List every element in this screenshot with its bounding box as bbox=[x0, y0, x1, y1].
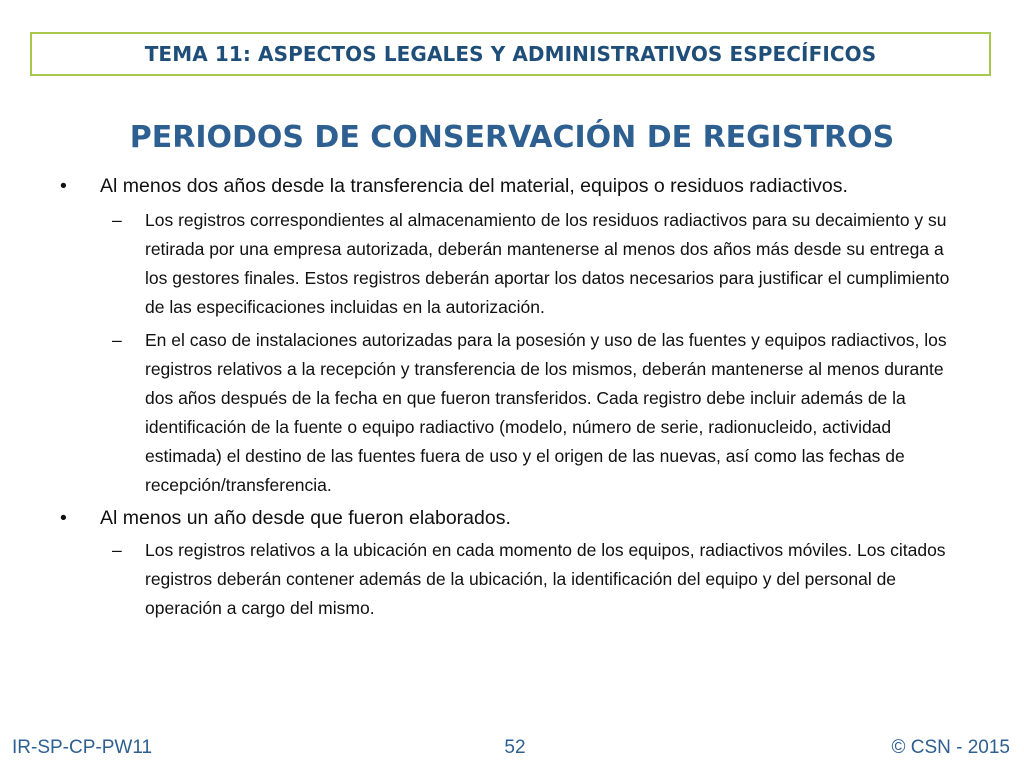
footer-copyright: © CSN - 2015 bbox=[891, 737, 1010, 758]
sub-bullet-item bbox=[0, 206, 965, 322]
dash-symbol: – bbox=[112, 210, 122, 230]
bullet-item bbox=[0, 172, 880, 200]
sub-bullet-item bbox=[0, 536, 965, 623]
sub-bullet-text: En el caso de instalaciones autorizadas para la posesión y uso de las fuentes y equipos radiactivos, los registros relativos a la recepción y transferencia de los mismos, deberán mantenerse al menos durante dos años después de la fecha en que fueron transferidos. Cada registro debe incluir además de la identificación de la fuente o equipo radiactivo (modelo, número de serie, radionucleido, actividad estimada) el destino de las fuentes fuera de uso y el origen de las nuevas, así como las fechas de recepción/transferencia. bbox=[145, 330, 947, 495]
slide-title: PERIODOS DE CONSERVACIÓN DE REGISTROS bbox=[129, 120, 895, 155]
sub-bullet-text: Los registros correspondientes al almacenamiento de los residuos radiactivos para su decaimiento y su retirada por una empresa autorizada, deberán mantenerse al menos dos años más desde su entrega a los gestores finales. Estos registros deberán aportar los datos necesarios para justificar el cumplimiento de las especificaciones incluidas en la autorización. bbox=[145, 210, 950, 317]
bullet-symbol: • bbox=[60, 507, 67, 529]
header-banner bbox=[30, 32, 991, 76]
sub-bullet-item bbox=[0, 326, 965, 500]
bullet-item bbox=[0, 504, 880, 532]
dash-symbol: – bbox=[112, 330, 122, 350]
bullet-text: Al menos dos años desde la transferencia del material, equipos o residuos radiactivos. bbox=[100, 175, 848, 197]
bullet-symbol: • bbox=[60, 175, 67, 197]
sub-bullet-text: Los registros relativos a la ubicación en cada momento de los equipos, radiactivos móviles. Los citados registros deberán contener además de la ubicación, la identificación del equipo y del personal de operación a cargo del mismo. bbox=[145, 540, 946, 618]
footer-page-number: 52 bbox=[504, 737, 526, 758]
bullet-text: Al menos un año desde que fueron elaborados. bbox=[100, 507, 511, 529]
header-title: TEMA 11: ASPECTOS LEGALES Y ADMINISTRATIVOS ESPECÍFICOS bbox=[144, 42, 877, 66]
slide-content bbox=[0, 172, 1024, 623]
footer-course-code: IR-SP-CP-PW11 bbox=[12, 737, 153, 758]
dash-symbol: – bbox=[112, 540, 122, 560]
